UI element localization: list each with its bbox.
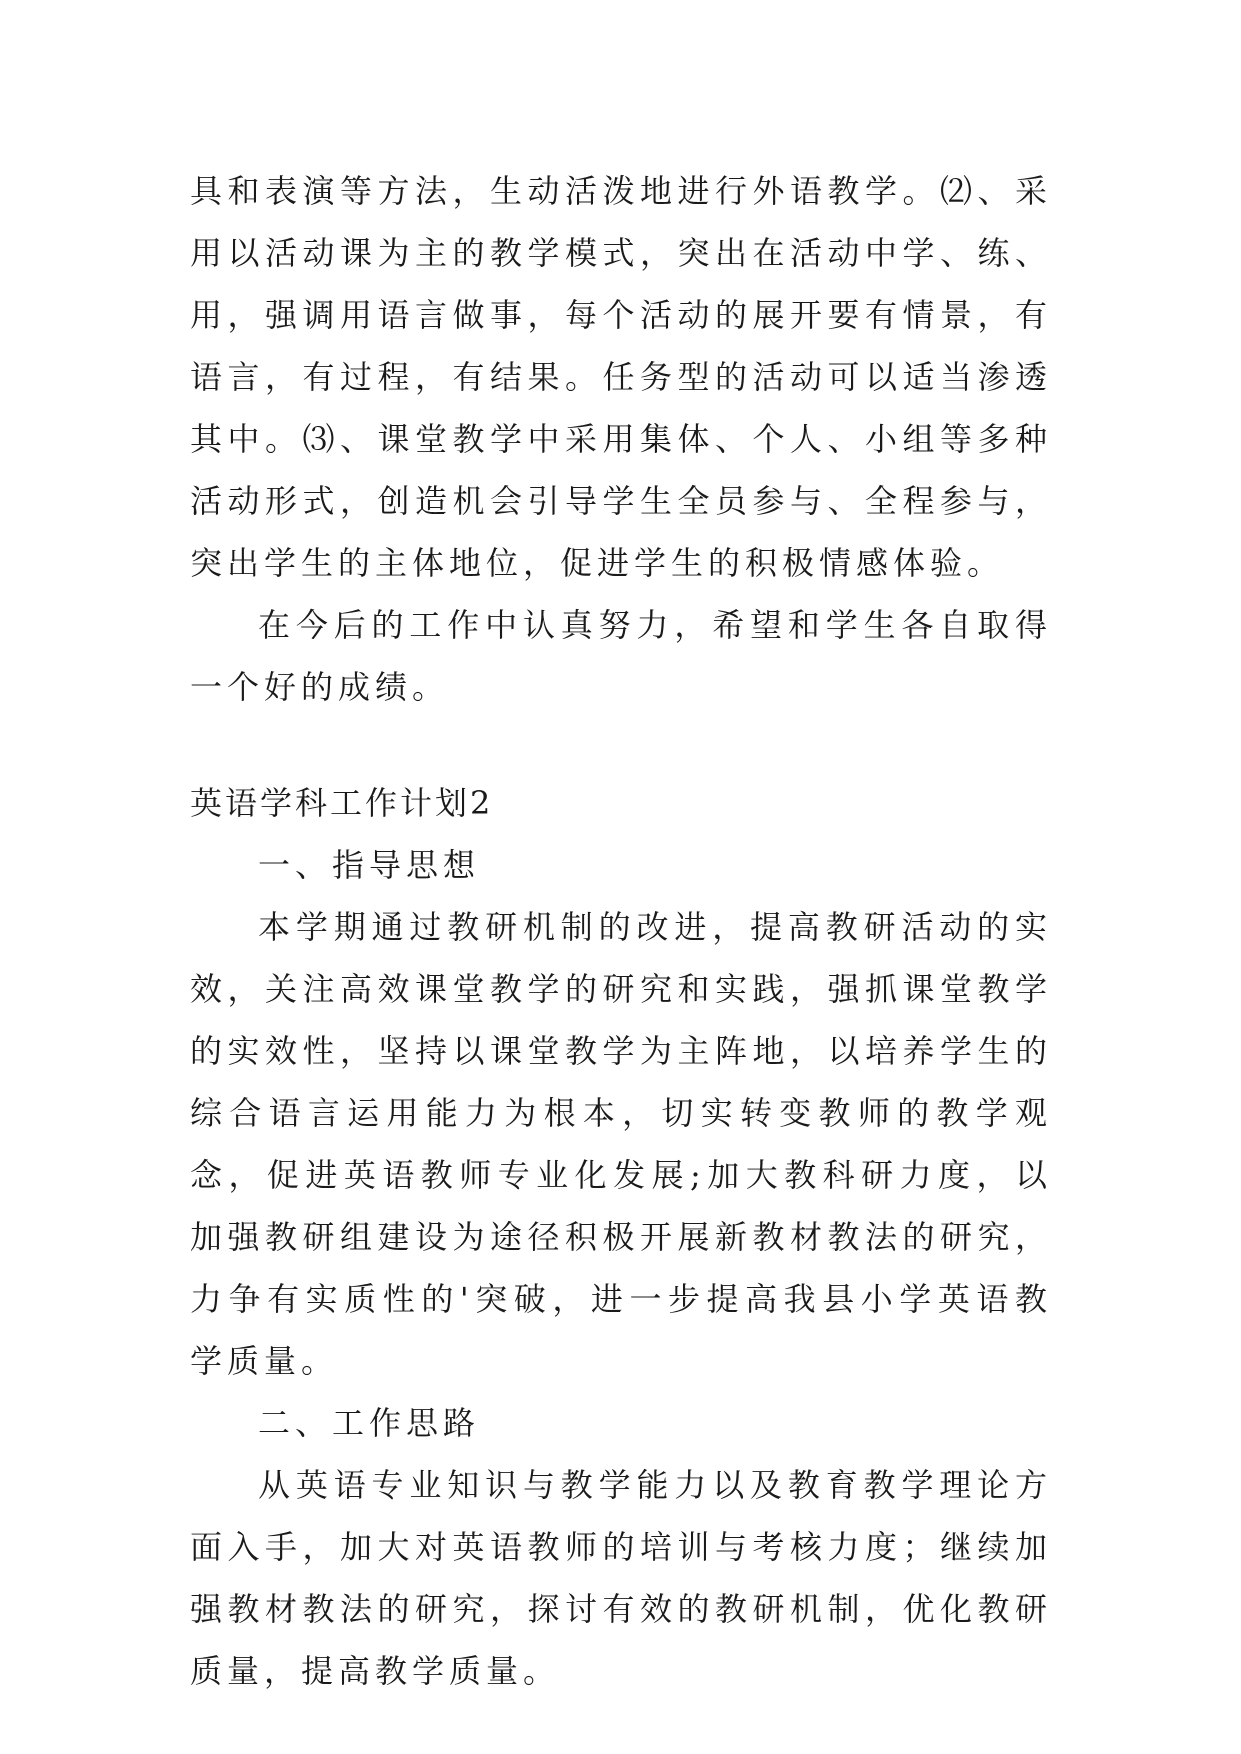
heading-guiding-ideology: 一、指导思想 [258,846,481,884]
continuation-paragraph: 具和表演等方法，生动活泼地进行外语教学。⑵、采用以活动课为主的教学模式，突出在活动中学、练、用，强调用语言做事，每个活动的展开要有情景，有语言，有过程，有结果。任务型的活动可以适当渗透其中。⑶、课堂教学中采用集体、个人、小组等多种活动形式，创造机会引导学生全员参与、全程参与，突出学生的主体地位，促进学生的积极情感体验。 [190,172,1052,582]
document-body [190,160,1052,1702]
heading-work-approach: 二、工作思路 [258,1404,481,1442]
closing-paragraph: 在今后的工作中认真努力，希望和学生各自取得一个好的成绩。 [190,606,1052,706]
guiding-ideology-paragraph: 本学期通过教研机制的改进，提高教研活动的实效，关注高效课堂教学的研究和实践，强抓课堂教学的实效性，坚持以课堂教学为主阵地，以培养学生的综合语言运用能力为根本，切实转变教师的教学观念，促进英语教师专业化发展;加大教科研力度，以加强教研组建设为途径积极开展新教材教法的研究，力争有实质性的'突破，进一步提高我县小学英语教学质量。 [190,908,1052,1380]
work-approach-paragraph: 从英语专业知识与教学能力以及教育教学理论方面入手，加大对英语教师的培训与考核力度；继续加强教材教法的研究，探讨有效的教研机制，优化教研质量，提高教学质量。 [190,1466,1052,1690]
section-title: 英语学科工作计划2 [190,784,494,822]
